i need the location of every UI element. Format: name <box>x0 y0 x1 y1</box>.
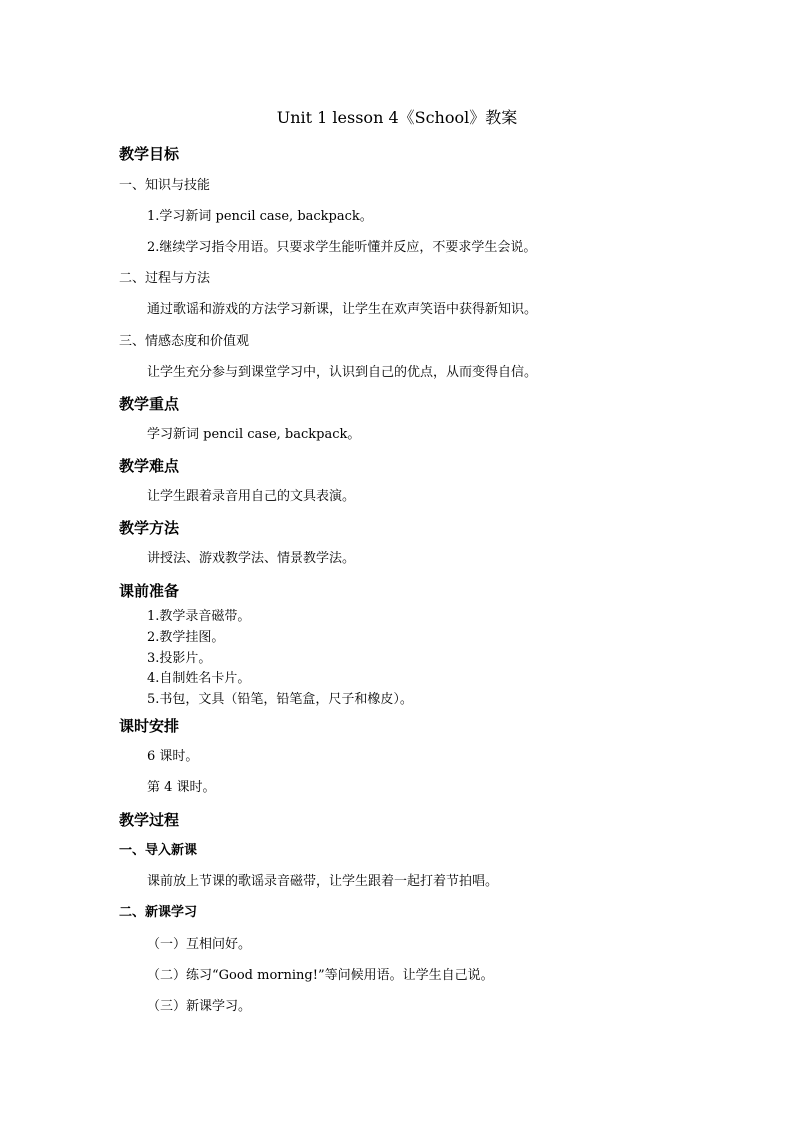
process-heading: 二、过程与方法 <box>119 271 211 286</box>
process-text: 通过歌谣和游戏的方法学习新课，让学生在欢声笑语中获得新知识。 <box>147 302 538 317</box>
preparation-item: 1.教学录音磁带。 <box>147 609 251 624</box>
methods-text: 讲授法、游戏教学法、情景教学法。 <box>147 551 356 566</box>
key-points-text: 学习新词 pencil case, backpack。 <box>147 427 361 442</box>
preparation-item: 2.教学挂图。 <box>147 630 225 645</box>
schedule-heading: 课时安排 <box>119 717 180 735</box>
procedure-step: （一）互相问好。 <box>147 937 252 952</box>
schedule-current: 第 4 课时。 <box>147 780 216 795</box>
knowledge-heading: 一、知识与技能 <box>119 178 211 193</box>
emotion-text: 让学生充分参与到课堂学习中，认识到自己的优点，从而变得自信。 <box>147 365 538 380</box>
key-points-heading: 教学重点 <box>119 395 180 413</box>
intro-heading: 一、导入新课 <box>119 843 198 858</box>
difficulties-heading: 教学难点 <box>119 457 180 475</box>
document-title: Unit 1 lesson 4《School》教案 <box>276 108 518 127</box>
new-lesson-heading: 二、新课学习 <box>119 905 198 920</box>
methods-heading: 教学方法 <box>119 519 180 537</box>
procedure-step: （二）练习“Good morning!”等问候用语。让学生自己说。 <box>147 968 494 983</box>
preparation-item: 3.投影片。 <box>147 651 212 666</box>
schedule-total: 6 课时。 <box>147 749 199 764</box>
emotion-heading: 三、情感态度和价值观 <box>119 334 250 349</box>
objectives-heading: 教学目标 <box>119 145 180 163</box>
preparation-item: 5.书包，文具（铅笔，铅笔盒，尺子和橡皮）。 <box>147 692 413 707</box>
preparation-heading: 课前准备 <box>119 582 180 600</box>
preparation-item: 4.自制姓名卡片。 <box>147 671 251 686</box>
intro-text: 课前放上节课的歌谣录音磁带，让学生跟着一起打着节拍唱。 <box>147 874 499 889</box>
knowledge-item-1: 1.学习新词 pencil case, backpack。 <box>147 209 373 224</box>
procedure-step: （三）新课学习。 <box>147 999 252 1014</box>
knowledge-item-2: 2.继续学习指令用语。只要求学生能听懂并反应，不要求学生会说。 <box>147 240 537 255</box>
procedure-heading: 教学过程 <box>119 811 180 829</box>
difficulties-text: 让学生跟着录音用自己的文具表演。 <box>147 489 356 504</box>
